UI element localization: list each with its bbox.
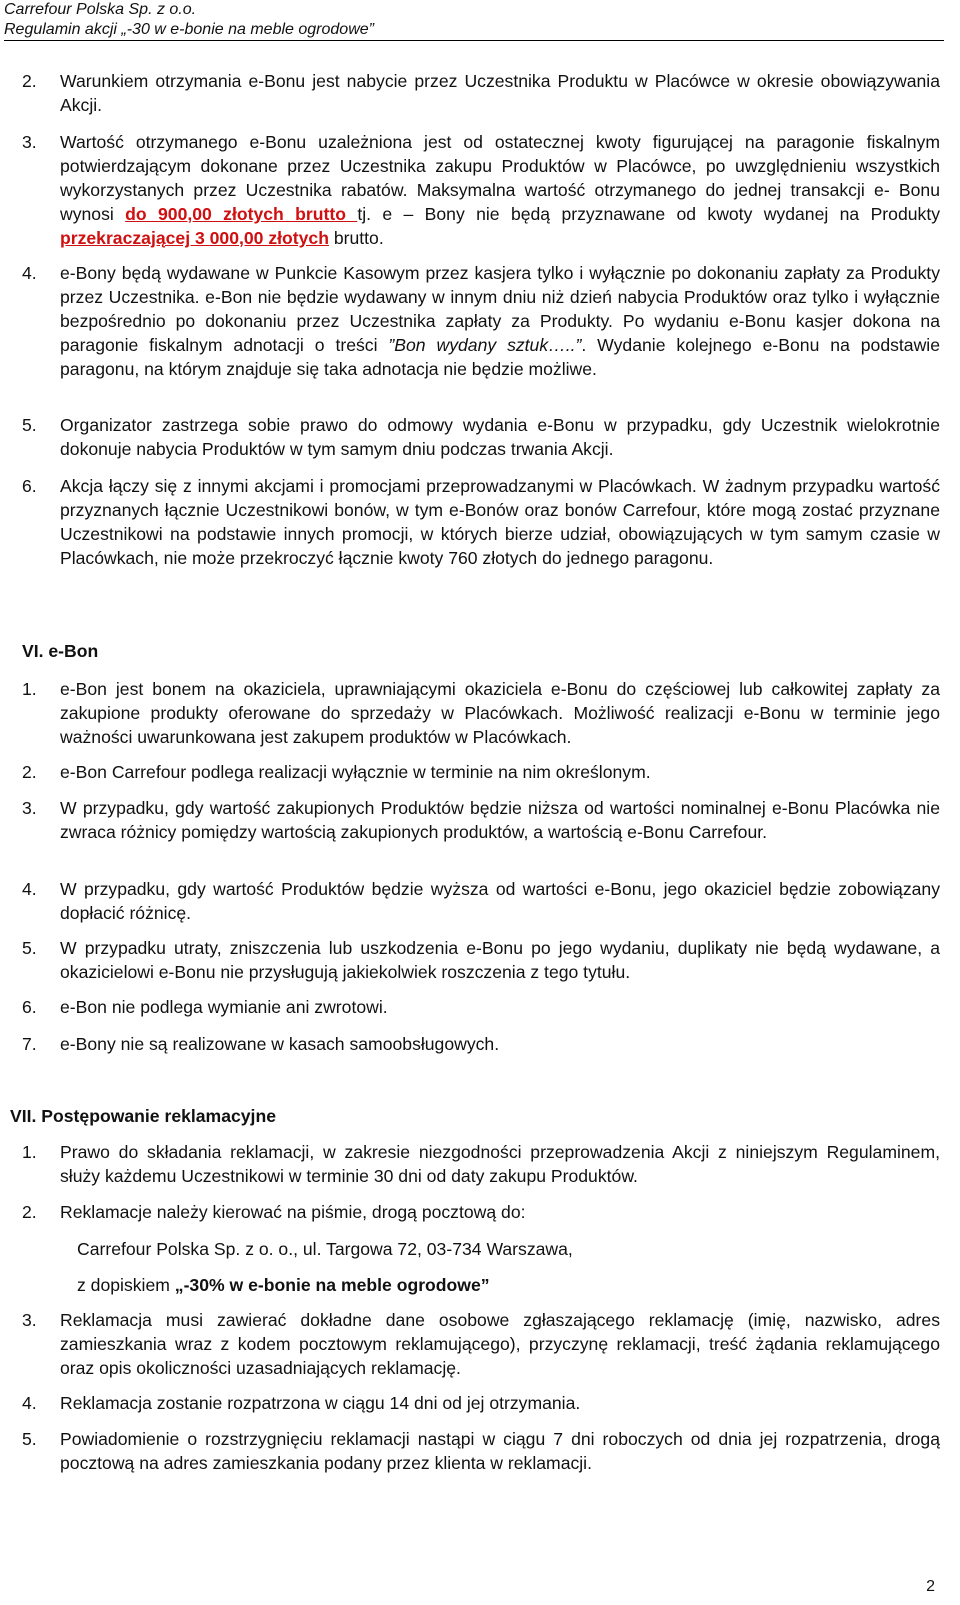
- list-item: 1. Prawo do składania reklamacji, w zakresie niezgodności przeprowadzenia Akcji z niniejszym Regulaminem, służy każdemu Uczestnikowi w terminie 30 dni od daty zakupu Produktów.: [22, 1142, 940, 1186]
- list-item: 2. Warunkiem otrzymania e-Bonu jest nabycie przez Uczestnika Produktu w Placówce w okresie obowiązywania Akcji.: [22, 71, 940, 115]
- list-item: 4. Reklamacja zostanie rozpatrzona w ciągu 14 dni od jej otrzymania.: [22, 1393, 581, 1413]
- list-item: 3. Reklamacja musi zawierać dokładne dane osobowe zgłaszającego reklamację (imię, nazwisko, adres zamieszkania wraz z kodem pocztowym reklamującego), przyczynę reklamacji, treść żądania reklamującego oraz opis okoliczności uzasadniających reklamację.: [22, 1310, 940, 1378]
- list-item: 4. e-Bony będą wydawane w Punkcie Kasowym przez kasjera tylko i wyłącznie po dokonaniu zapłaty za Produkty przez Uczestnika. e-Bon nie będzie wydawany w innym dniu niż dzień nabycia Produktów oraz tylko i wyłącznie bezpośrednio po dokonaniu przez Uczestnika zapłaty za Produkty. Po wydaniu e-Bonu kasjer dokona na paragonie fiskalnym adnotacji o treści ”Bon wydany sztuk…..”. Wydanie kolejnego e-Bonu na podstawie paragonu, na którym znajduje się taka adnotacja nie będzie możliwe.: [22, 263, 940, 379]
- annotation-bold: „-30% w e-bonie na meble ogrodowe”: [174, 1275, 490, 1295]
- list-item: 6. e-Bon nie podlega wymianie ani zwrotowi.: [22, 997, 388, 1017]
- list-item: 3. W przypadku, gdy wartość zakupionych Produktów będzie niższa od wartości nominalnej e-Bonu Placówka nie zwraca różnicy pomiędzy wartością zakupionych produktów, a wartością e-Bonu Carrefour.: [22, 798, 940, 842]
- annotation-line: z dopiskiem „-30% w e-bonie na meble ogrodowe”: [77, 1275, 490, 1295]
- regulation-title: Regulamin akcji „-30 w e-bonie na meble ogrodowe”: [4, 21, 374, 38]
- list-item: 2. Reklamacje należy kierować na piśmie, drogą pocztową do:: [22, 1202, 526, 1222]
- annotation-italic: ”Bon wydany sztuk…..”: [388, 334, 582, 355]
- threshold-highlight: przekraczającej 3 000,00 złotych: [60, 227, 329, 248]
- list-item: 3. Wartość otrzymanego e-Bonu uzależniona jest od ostatecznej kwoty figurującej na paragonie fiskalnym potwierdzającym dokonane przez Uczestnika zakupu Produktów w Placówce, po uwzględnieniu wszystkich wykorzystanych przez Uczestnika rabatów. Maksymalna wartość otrzymanego do jednej transakcji e- Bonu wynosi do 900,00 złotych brutto tj. e – Bony nie będą przyznawane od kwoty wydanej na Produkty przekraczającej 3 000,00 złotych brutto.: [22, 132, 940, 248]
- section-heading-vi: VI. e-Bon: [22, 641, 99, 661]
- section-heading-vii: VII. Postępowanie reklamacyjne: [10, 1106, 276, 1126]
- list-item: 6. Akcja łączy się z innymi akcjami i promocjami przeprowadzanymi w Placówkach. W żadnym przypadku wartość przyznanych łącznie Uczestnikowi bonów, w tym e-Bonów oraz bonów Carrefour, które mogą zostać przyznane Uczestnikowi na podstawie innych promocji, w których bierze udział, obowiązujących w tym samym czasie w Placówkach, nie może przekroczyć łącznie kwoty 760 złotych do jednego paragonu.: [22, 476, 940, 568]
- list-item: 5. Organizator zastrzega sobie prawo do odmowy wydania e-Bonu w przypadku, gdy Uczestnik wielokrotnie dokonuje nabycia Produktów w tym samym dniu podczas trwania Akcji.: [22, 415, 940, 459]
- postal-address: Carrefour Polska Sp. z o. o., ul. Targowa 72, 03-734 Warszawa,: [77, 1239, 573, 1259]
- max-value-highlight: do 900,00 złotych brutto: [125, 203, 358, 224]
- list-item: 2. e-Bon Carrefour podlega realizacji wyłącznie w terminie na nim określonym.: [22, 762, 651, 782]
- page-header: [4, 0, 952, 40]
- list-item: 5. Powiadomienie o rozstrzygnięciu reklamacji nastąpi w ciągu 7 dni roboczych od dnia jej rozpatrzenia, drogą pocztową na adres zamieszkania podany przez klienta w reklamacji.: [22, 1429, 940, 1473]
- list-item: 7. e-Bony nie są realizowane w kasach samoobsługowych.: [22, 1034, 500, 1054]
- company-name: Carrefour Polska Sp. z o.o.: [4, 1, 197, 18]
- list-item: 5. W przypadku utraty, zniszczenia lub uszkodzenia e-Bonu po jego wydaniu, duplikaty nie będą wydawane, a okazicielowi e-Bonu nie przysługują jakiekolwiek roszczenia z tego tytułu.: [22, 938, 940, 982]
- page-number: 2: [926, 1578, 935, 1595]
- list-item: 1. e-Bon jest bonem na okaziciela, uprawniającymi okaziciela e-Bonu do częściowej lub całkowitej zapłaty za zakupione produkty oferowane do sprzedaży w Placówkach. Możliwość realizacji e-Bonu w terminie jego ważności uwarunkowana jest zakupem produktów w Placówkach.: [22, 679, 940, 747]
- list-item: 4. W przypadku, gdy wartość Produktów będzie wyższa od wartości e-Bonu, jego okaziciel będzie zobowiązany dopłacić różnicę.: [22, 879, 940, 923]
- header-divider: [4, 40, 944, 41]
